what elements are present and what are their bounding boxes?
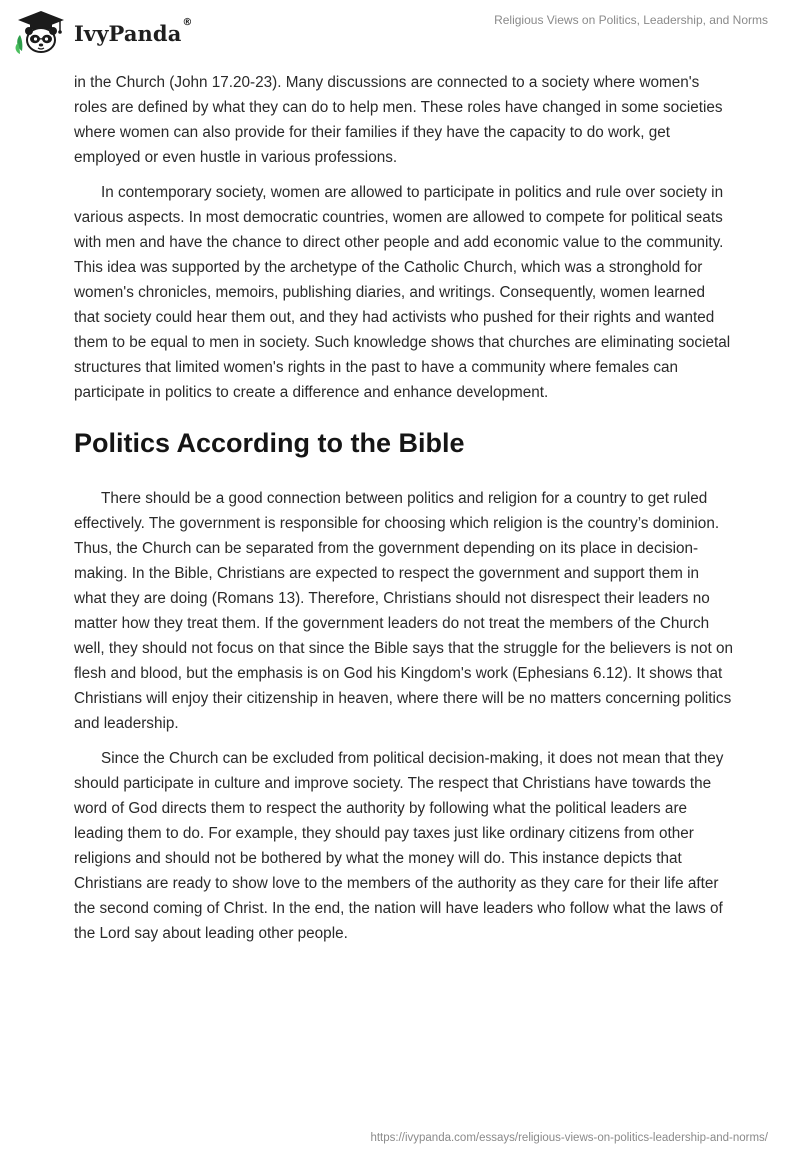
source-url[interactable]: https://ivypanda.com/essays/religious-views-on-politics-leadership-and-norms/: [370, 1132, 768, 1144]
panda-graduate-logo-icon: [14, 9, 68, 55]
brand-name-text: IvyPanda: [74, 20, 182, 46]
paragraph-church-authority: Since the Church can be excluded from political decision-making, it does not mean that they should participate in culture and improve society. The respect that Christians have towards the word of God directs them to respect the authority by following what the political leaders are leading them to do. For example, they should pay taxes just like ordinary citizens from other religions and should not be bothered by what the money will do. This instance depicts that Christians are ready to show love to the members of the authority as they care for their life after the second coming of Christ. In the end, the nation will have leaders who follow what the laws of the Lord say about leading other people.: [74, 750, 724, 942]
paragraph-women-politics: In contemporary society, women are allowed to participate in politics and rule over society in various aspects. In most democratic countries, women are allowed to compete for political seats with men and have the chance to direct other people and add economic value to the community. This idea was supported by the archetype of the Catholic Church, which was a stronghold for women's chronicles, memoirs, publishing diaries, and writings. Consequently, women learned that society could hear them out, and they had activists who pushed for their rights and wanted them to be equal to men in society. Such knowledge shows that churches are eliminating societal structures that limited women's rights in the past to have a community where females can participate in politics to create a difference and enhance development.: [74, 184, 731, 401]
paragraph-continued: in the Church (John 17.20-23). Many discussions are connected to a society where women's roles are defined by what they can do to help men. These roles have changed in some societies where women can also provide for their families if they have the capacity to do work, get employed or even hustle in various professions.: [74, 74, 723, 166]
registered-mark: ®: [182, 16, 193, 28]
document-running-title: Religious Views on Politics, Leadership, and Norms: [494, 13, 768, 27]
paragraph-politics-religion: There should be a good connection between politics and religion for a country to get ruled effectively. The government is responsible for choosing which religion is the country’s dominion. Thus, the Church can be separated from the government depending on its place in decision-making. In the Bible, Christians are expected to respect the government and support them in what they are doing (Romans 13). Therefore, Christians should not disrespect their leaders no matter how they treat them. If the government leaders do not treat the members of the Church well, they should not focus on that since the Bible says that the struggle for the believers is not on flesh and blood, but the emphasis is on God his Kingdom's work (Ephesians 6.12). It shows that Christians will enjoy their citizenship in heaven, where there will be no matters concerning politics and leadership.: [74, 490, 733, 732]
section-heading: Politics According to the Bible: [74, 428, 465, 458]
page-header: [0, 0, 800, 64]
ivypanda-logo[interactable]: [14, 8, 193, 56]
essay-body: [74, 70, 734, 956]
brand-name: [74, 16, 193, 46]
